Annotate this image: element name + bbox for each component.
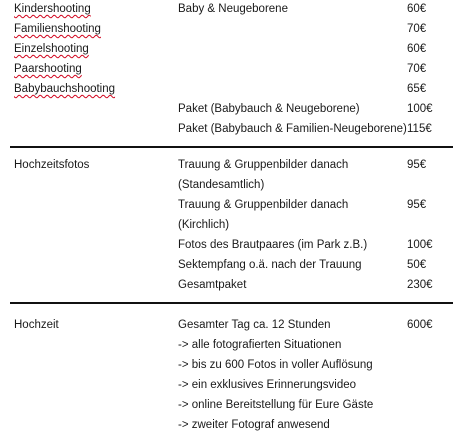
row-desc: Trauung & Gruppenbilder danach [178,199,349,211]
row-desc-continued: (Kirchlich) [178,219,230,231]
row-price: 70€ [407,63,427,75]
feature-item: -> zweiter Fotograf anwesend [178,419,330,431]
category-familienshooting: Familienshooting [14,23,101,35]
feature-item: -> alle fotografierten Situationen [178,339,342,351]
row-desc: Gesamtpaket [178,279,247,291]
row-desc-continued: (Standesamtlich) [178,179,265,191]
category-einzelshooting: Einzelshooting [14,43,89,55]
category-paarshooting: Paarshooting [14,63,82,75]
section-divider [10,146,453,148]
row-price: 60€ [407,43,427,55]
feature-item: -> bis zu 600 Fotos in voller Auflösung [178,359,373,371]
feature-item: -> online Bereitstellung für Eure Gäste [178,399,374,411]
row-price: 50€ [407,259,427,271]
row-price: 115€ [407,123,432,135]
row-price: 100€ [407,239,433,251]
category-hochzeitsfotos: Hochzeitsfotos [14,159,90,171]
row-desc: Gesamter Tag ca. 12 Stunden [178,319,331,331]
row-price: 95€ [407,199,427,211]
row-desc: Baby & Neugeborene [178,3,288,15]
row-price: 60€ [407,3,427,15]
row-price: 600€ [407,319,433,331]
row-price: 100€ [407,103,433,115]
category-babybauchshooting: Babybauchshooting [14,83,116,95]
section-divider [10,302,453,304]
row-price: 95€ [407,159,427,171]
category-kindershooting: Kindershooting [14,3,91,15]
row-desc: Sektempfang o.ä. nach der Trauung [178,259,362,271]
row-desc: Paket (Babybauch & Familien-Neugeborene) [178,123,407,135]
row-desc: Fotos des Brautpaares (im Park z.B.) [178,239,368,251]
row-price: 65€ [407,83,427,95]
row-desc: Paket (Babybauch & Neugeborene) [178,103,360,115]
row-desc: Trauung & Gruppenbilder danach [178,159,349,171]
feature-item: -> ein exklusives Erinnerungsvideo [178,379,357,391]
category-hochzeit: Hochzeit [14,319,59,331]
row-price: 70€ [407,23,427,35]
row-price: 230€ [407,279,433,291]
